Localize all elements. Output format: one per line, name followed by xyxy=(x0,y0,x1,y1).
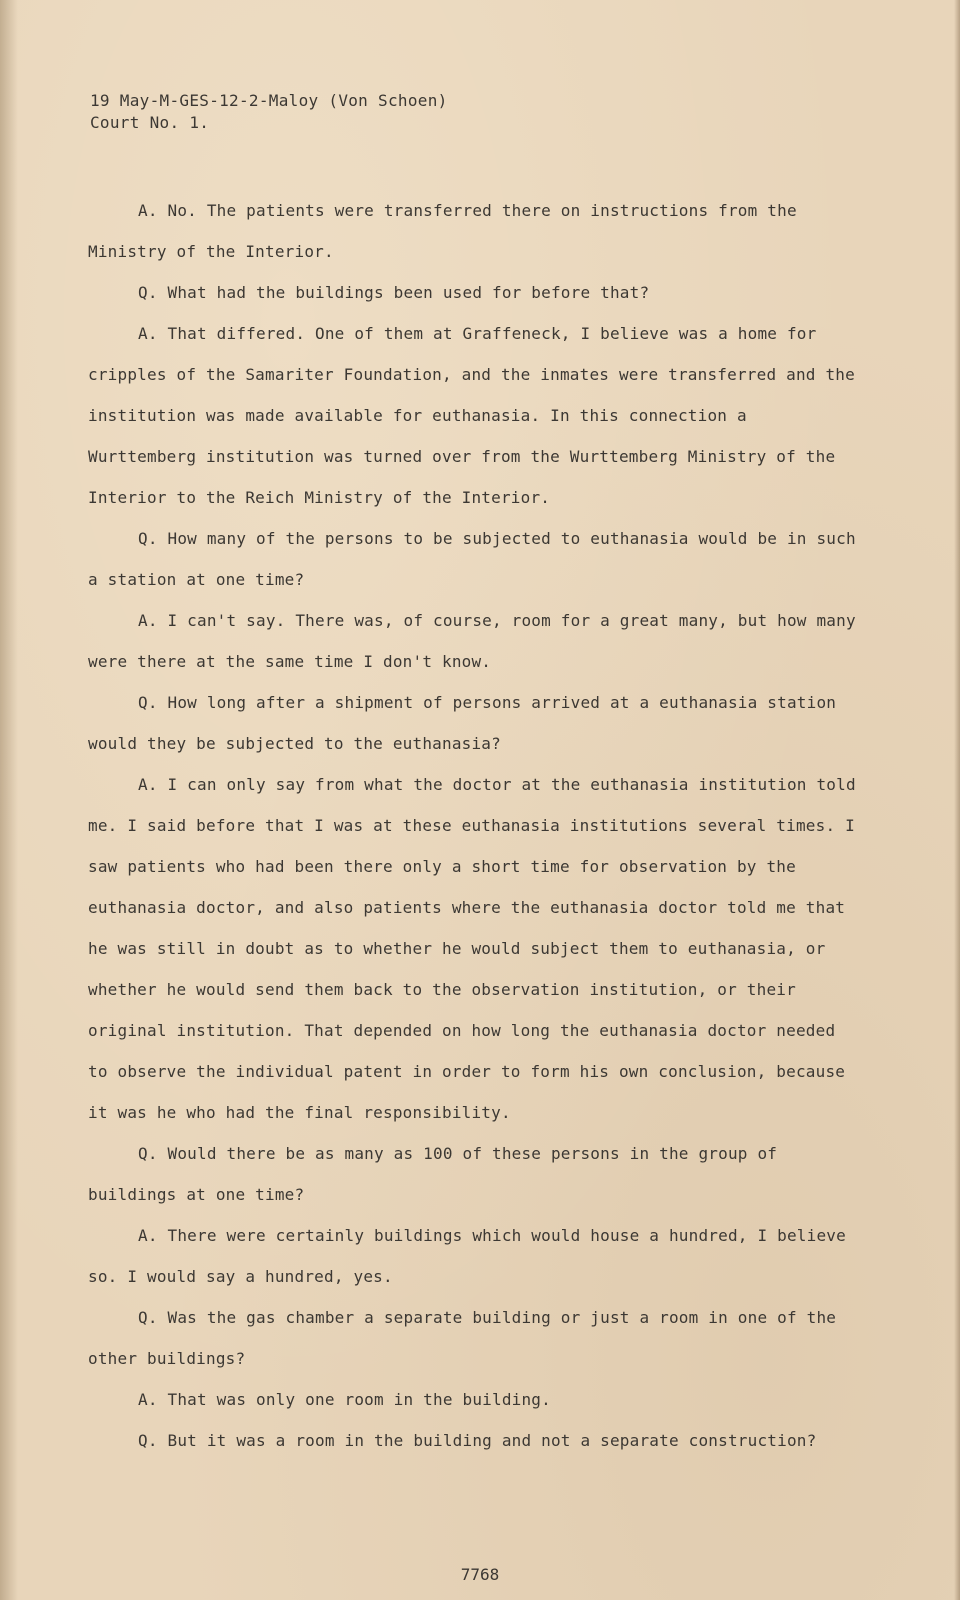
transcript-paragraph: Q. Was the gas chamber a separate building or just a room in one of the other buildings? xyxy=(88,1308,837,1368)
page-edge-shadow xyxy=(0,0,18,1600)
document-header xyxy=(90,90,448,134)
transcript-paragraph: A. That differed. One of them at Graffeneck, I believe was a home for cripples of the Samariter Foundation, and the inmates were transferred and the institution was made available for euthanasia. In this connection a Wurttemberg institution was turned over from the Wurttemberg Ministry of the Interior to the Reich Ministry of the Interior. xyxy=(88,324,855,507)
page-edge-right xyxy=(954,0,960,1600)
transcript-paragraph: Q. How long after a shipment of persons arrived at a euthanasia station would they be subjected to the euthanasia? xyxy=(88,693,837,753)
transcript-paragraph: Q. But it was a room in the building and not a separate construction? xyxy=(138,1431,817,1450)
transcript-paragraph: A. I can only say from what the doctor at the euthanasia institution told me. I said before that I was at these euthanasia institutions several times. I saw patients who had been there only a short time for observation by the euthanasia doctor, and also patients where the euthanasia doctor told me that he was still in doubt as to whether he would subject them to euthanasia, or whether he would send them back to the observation institution, or their original institution. That depended on how long the euthanasia doctor needed to observe the individual patent in order to form his own conclusion, because it was he who had the final responsibility. xyxy=(88,775,856,1122)
transcript-paragraph: Q. Would there be as many as 100 of these persons in the group of buildings at one time? xyxy=(88,1144,778,1204)
transcript-paragraph: A. I can't say. There was, of course, room for a great many, but how many were there at the same time I don't know. xyxy=(88,611,856,671)
transcript-paragraph: A. That was only one room in the building. xyxy=(138,1390,551,1409)
transcript-paragraph: A. No. The patients were transferred there on instructions from the Ministry of the Interior. xyxy=(88,201,797,261)
transcript-paragraph: Q. How many of the persons to be subjected to euthanasia would be in such a station at one time? xyxy=(88,529,856,589)
transcript-paragraph: A. There were certainly buildings which would house a hundred, I believe so. I would say a hundred, yes. xyxy=(88,1226,846,1286)
transcript-body xyxy=(88,190,858,1461)
header-reference-line: 19 May-M-GES-12-2-Maloy (Von Schoen) xyxy=(90,91,448,110)
header-court-line: Court No. 1. xyxy=(90,113,210,132)
transcript-paragraph: Q. What had the buildings been used for before that? xyxy=(138,283,650,302)
page-number: 7768 xyxy=(460,1565,500,1584)
